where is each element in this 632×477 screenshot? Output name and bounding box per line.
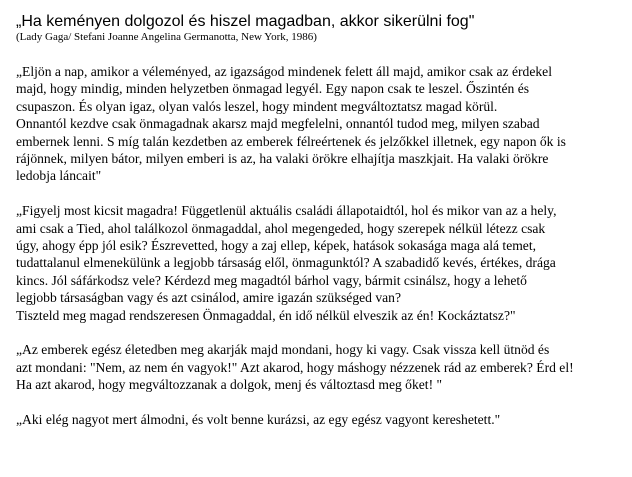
text-line: ledobja láncait": [16, 168, 102, 184]
text-line: azt mondani: "Nem, az nem én vagyok!" Azt akarod, hogy máshogy nézzenek rád az emberek? Érd el!: [16, 359, 574, 375]
text-line: „Aki elég nagyot mert álmodni, és volt benne kurázsi, az egy egész vagyont kereshetett.": [16, 412, 501, 428]
text-line: ami csak a Tied, ahol találkozol önmagaddal, ahol megengeded, hogy szerepek nélkül létezz csak: [16, 220, 546, 236]
text-line: csupaszon. És olyan igaz, olyan valós leszel, hogy mindent megváltoztatsz magad körül.: [16, 98, 498, 114]
paragraph-1: [16, 63, 632, 185]
text-line: tudattalanul elmenekülünk a legjobb társaság elől, önmagunktól? A szabadidő kevés, értékes, drága: [16, 255, 556, 271]
paragraph-4: [16, 411, 632, 428]
text-line: kincs. Jól sáfárkodsz vele? Kérdezd meg magadtól bárhol vagy, bármit csinálsz, hogy a lehető: [16, 272, 527, 288]
text-line: „Az emberek egész életedben meg akarják majd mondani, hogy ki vagy. Csak vissza kell ütnöd és: [16, 342, 550, 358]
paragraph-2: [16, 202, 632, 324]
text-line: majd, hogy mindig, minden helyzetben önmagad legyél. Egy napon csak te leszel. Őszintén és: [16, 81, 530, 97]
quote-title: „Ha keményen dolgozol és hiszel magadban, akkor sikerülni fog": [16, 13, 475, 30]
text-line: Onnantól kezdve csak önmagadnak akarsz majd megfelelni, onnantól tudod meg, milyen szabad: [16, 116, 540, 132]
text-line: rájönnek, milyen bátor, milyen emberi is az, ha valaki örökre elhajítja maszkjait. Ha valaki örökre: [16, 151, 549, 167]
text-line: legjobb társaságban vagy és azt csinálod, amire igazán szükséged van?: [16, 290, 402, 306]
text-line: Ha azt akarod, hogy megváltozzanak a dolgok, menj és változtasd meg őket! ": [16, 377, 443, 393]
paragraph-3: [16, 341, 632, 393]
text-line: úgy, ahogy épp jól esik? Észrevetted, hogy a zaj ellep, képek, hatások sokasága maga alá temet,: [16, 238, 537, 254]
text-line: Tiszteld meg magad rendszeresen Önmagaddal, én idő nélkül elveszik az én! Kockáztatsz?": [16, 307, 516, 323]
quote-attribution: (Lady Gaga/ Stefani Joanne Angelina Germanotta, New York, 1986): [16, 31, 317, 43]
text-line: „Eljön a nap, amikor a véleményed, az igazságod mindenek felett áll majd, amikor csak az érdekel: [16, 64, 552, 79]
text-line: „Figyelj most kicsit magadra! Függetlenül aktuális családi állapotaidtól, hol és mikor van az a hely,: [16, 203, 557, 219]
text-line: embernek lenni. S míg talán kezdetben az emberek félreértenek és jelzőkkel illetnek, egy napon ők is: [16, 133, 566, 149]
